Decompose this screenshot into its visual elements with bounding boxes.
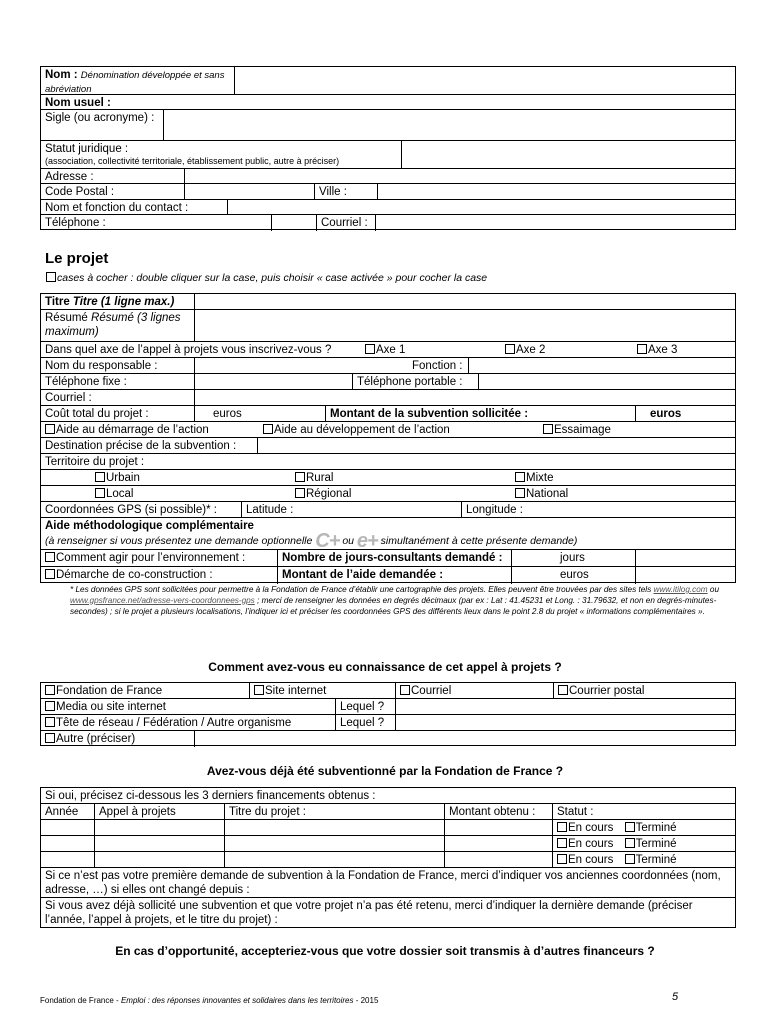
en-cours-option[interactable]: En cours bbox=[557, 854, 613, 866]
tel-fixe-field[interactable] bbox=[194, 374, 352, 389]
row-connaissance-2 bbox=[41, 699, 735, 715]
row-telephones bbox=[41, 374, 735, 390]
essaimage-option[interactable]: Essaimage bbox=[539, 422, 735, 437]
local-checkbox[interactable] bbox=[95, 488, 105, 498]
nom-hint: Dénomination développée et sans abréviation bbox=[45, 70, 225, 94]
row-contact bbox=[41, 200, 735, 215]
axe1-checkbox[interactable] bbox=[365, 344, 375, 354]
gps-footnote: * Les données GPS sont sollicitées pour permettre à la Fondation de France d’établir une cartographie des projets. Elles peuvent être trouvées par des sites tels www.itilog.com ou www.gpsfrance.net/adresse-vers-coordonnees-gps ; merci de renseigner les données en degrés décimaux (par ex : Lat : 41.45231 et Long. : 31.79632, et non en degrés-minutes-secondes) ; si le projet a plusieurs localisations, l’indiquer ici et préciser les coordonnées GPS des différents lieux dans le point 2.8 du projet « informations complémentaires ». bbox=[70, 585, 720, 616]
telephone-field[interactable] bbox=[271, 215, 316, 231]
premiere-demande-text[interactable]: Si ce n’est pas votre première demande de subvention à la Fondation de France, merci d’indiquer vos anciennes coordonnées (nom, adresse, …) si elles ont changé depuis : bbox=[45, 870, 721, 896]
rural-checkbox[interactable] bbox=[295, 472, 305, 482]
termine-checkbox[interactable] bbox=[625, 822, 635, 832]
courriel-field[interactable] bbox=[375, 215, 735, 231]
comment-agir-checkbox[interactable] bbox=[45, 552, 55, 562]
fonction-label: Fonction : bbox=[412, 360, 463, 372]
subventionne-title: Avez-vous déjà été subventionné par la Fondation de France ? bbox=[206, 764, 564, 778]
connaissance-table bbox=[40, 682, 736, 746]
cout-label: Coût total du projet : bbox=[45, 408, 149, 420]
aide-developpement-checkbox[interactable] bbox=[263, 424, 273, 434]
statut-label: Statut juridique : bbox=[45, 143, 129, 155]
nb-jours-field[interactable]: jours bbox=[511, 550, 635, 566]
lequel1-label: Lequel ? bbox=[335, 699, 395, 714]
montant-subvention-label: Montant de la subvention sollicitée : bbox=[325, 406, 635, 421]
media-option[interactable]: Media ou site internet bbox=[41, 699, 335, 714]
row-nom bbox=[41, 67, 735, 95]
destination-field[interactable] bbox=[257, 438, 735, 453]
row-non-retenu bbox=[41, 898, 735, 929]
tel-portable-field[interactable] bbox=[478, 374, 735, 389]
axe3-option[interactable]: Axe 3 bbox=[633, 342, 735, 357]
national-checkbox[interactable] bbox=[515, 488, 525, 498]
cout-euros[interactable]: euros bbox=[194, 406, 325, 421]
footer-text: Fondation de France - Emploi : des réponses innovantes et solidaires dans les territoires - 2015 bbox=[40, 996, 379, 1005]
lequel2-label: Lequel ? bbox=[335, 715, 395, 730]
row-cout bbox=[41, 406, 735, 422]
site-checkbox[interactable] bbox=[254, 685, 264, 695]
aide-metho-label: Aide méthodologique complémentaire bbox=[45, 520, 254, 532]
table-row bbox=[41, 836, 735, 852]
courrier-checkbox[interactable] bbox=[558, 685, 568, 695]
essaimage-checkbox[interactable] bbox=[543, 424, 553, 434]
row-demarche bbox=[41, 567, 735, 584]
tete-reseau-option[interactable]: Tête de réseau / Fédération / Autre organisme bbox=[41, 715, 335, 730]
resume-label: Résumé Résumé (3 lignes maximum) bbox=[45, 312, 181, 338]
checkbox-icon bbox=[46, 272, 56, 282]
statut-field[interactable] bbox=[401, 141, 735, 168]
termine-option[interactable]: Terminé bbox=[625, 854, 677, 866]
contact-field[interactable] bbox=[227, 200, 735, 214]
row-telephone bbox=[41, 215, 735, 231]
urbain-option[interactable]: Urbain bbox=[91, 470, 291, 485]
row-premiere-demande bbox=[41, 868, 735, 898]
responsable-label: Nom du responsable : bbox=[45, 360, 158, 372]
projet-heading: Le projet bbox=[45, 250, 109, 267]
projet-courriel-field[interactable] bbox=[194, 390, 735, 405]
row-territoire bbox=[41, 454, 735, 470]
projet-courriel-label: Courriel : bbox=[45, 392, 92, 404]
row-comment-agir bbox=[41, 550, 735, 567]
autre-checkbox[interactable] bbox=[45, 733, 55, 743]
titre-field[interactable] bbox=[194, 294, 735, 309]
courrier-option[interactable]: Courrier postal bbox=[553, 683, 735, 698]
nom-field[interactable] bbox=[234, 67, 735, 94]
code-postal-field[interactable] bbox=[184, 184, 314, 199]
en-cours-checkbox[interactable] bbox=[557, 838, 567, 848]
autre-field[interactable] bbox=[194, 731, 735, 747]
row-connaissance-1 bbox=[41, 683, 735, 699]
row-resume bbox=[41, 310, 735, 342]
termine-checkbox[interactable] bbox=[625, 838, 635, 848]
row-adresse bbox=[41, 169, 735, 184]
termine-option[interactable]: Terminé bbox=[625, 838, 677, 850]
urbain-checkbox[interactable] bbox=[95, 472, 105, 482]
contact-label: Nom et fonction du contact : bbox=[45, 202, 189, 214]
gpsfrance-link[interactable]: www.gpsfrance.net/adresse-vers-coordonnees-gps bbox=[70, 596, 255, 605]
adresse-field[interactable] bbox=[184, 169, 735, 183]
termine-checkbox[interactable] bbox=[625, 854, 635, 864]
tel-fixe-label: Téléphone fixe : bbox=[45, 376, 127, 388]
aide-developpement-option[interactable]: Aide au développement de l’action bbox=[259, 422, 539, 437]
row-sigle bbox=[41, 110, 735, 141]
montant-aide-field[interactable]: euros bbox=[511, 567, 635, 584]
page-number: 5 bbox=[672, 991, 679, 1003]
titre-header: Titre du projet : bbox=[224, 804, 444, 819]
non-retenu-text[interactable]: Si vous avez déjà sollicité une subvention et que votre projet n’a pas été retenu, merci d’indiquer la dernière demande (préciser l’année, l’appel à projets, et le titre du projet) : bbox=[45, 900, 693, 926]
termine-option[interactable]: Terminé bbox=[625, 822, 677, 834]
courriel-checkbox[interactable] bbox=[400, 685, 410, 695]
sub-intro: Si oui, précisez ci-dessous les 3 derniers financements obtenus : bbox=[45, 790, 376, 802]
national-option[interactable]: National bbox=[511, 486, 735, 501]
comment-agir-option[interactable]: Comment agir pour l’environnement : bbox=[41, 550, 277, 566]
axe2-option[interactable]: Axe 2 bbox=[501, 342, 633, 357]
lequel2-field[interactable] bbox=[395, 715, 735, 730]
row-type-aide bbox=[41, 422, 735, 438]
axe1-option[interactable]: Axe 1 bbox=[361, 342, 501, 357]
row-destination bbox=[41, 438, 735, 454]
annee-header: Année bbox=[45, 806, 79, 818]
en-cours-option[interactable]: En cours bbox=[557, 822, 613, 834]
opportunite-question: En cas d’opportunité, accepteriez-vous que votre dossier soit transmis à d’autres financeurs ? bbox=[115, 944, 655, 958]
row-aide-metho bbox=[41, 518, 735, 550]
aide-demarrage-checkbox[interactable] bbox=[45, 424, 55, 434]
sigle-field[interactable] bbox=[163, 110, 735, 140]
subventionne-table bbox=[40, 787, 736, 928]
row-connaissance-3 bbox=[41, 715, 735, 731]
checkbox-note: cases à cocher : double cliquer sur la case, puis choisir « case activée » pour cocher la case bbox=[46, 272, 487, 284]
row-responsable bbox=[41, 358, 735, 374]
row-sub-header bbox=[41, 804, 735, 820]
row-statut bbox=[41, 141, 735, 169]
site-option[interactable]: Site internet bbox=[249, 683, 395, 698]
en-cours-checkbox[interactable] bbox=[557, 854, 567, 864]
resume-field[interactable] bbox=[194, 310, 735, 341]
ville-field[interactable] bbox=[377, 184, 735, 199]
adresse-label: Adresse : bbox=[45, 171, 94, 183]
fondation-checkbox[interactable] bbox=[45, 685, 55, 695]
aide-metho-note: (à renseigner si vous présentez une demande optionnelle C+ ou e+ simultanément à cette présente demande) bbox=[45, 534, 731, 548]
c-plus-logo: C+ bbox=[315, 530, 340, 549]
table-row bbox=[41, 820, 735, 836]
row-territoire-2 bbox=[41, 486, 735, 502]
itilog-link[interactable]: www.itilog.com bbox=[653, 585, 708, 594]
territoire-label: Territoire du projet : bbox=[45, 456, 145, 468]
row-sub-intro bbox=[41, 788, 735, 804]
mixte-option[interactable]: Mixte bbox=[511, 470, 735, 485]
lequel1-field[interactable] bbox=[395, 699, 735, 714]
row-territoire-1 bbox=[41, 470, 735, 486]
nom-usuel-label: Nom usuel : bbox=[45, 97, 111, 109]
titre-label: Titre Titre (1 ligne max.) bbox=[45, 296, 175, 308]
appel-header: Appel à projets bbox=[94, 804, 224, 819]
row-titre bbox=[41, 294, 735, 310]
fonction-field[interactable] bbox=[468, 358, 735, 373]
destination-label: Destination précise de la subvention : bbox=[45, 440, 237, 452]
gps-label: Coordonnées GPS (si possible)* : bbox=[45, 504, 217, 516]
montant-aide-label: Montant de l’aide demandée : bbox=[277, 567, 511, 584]
en-cours-option[interactable]: En cours bbox=[557, 838, 613, 850]
tete-reseau-checkbox[interactable] bbox=[45, 717, 55, 727]
ville-label: Ville : bbox=[314, 184, 377, 199]
responsable-field[interactable] bbox=[194, 358, 408, 373]
demarche-checkbox[interactable] bbox=[45, 569, 55, 579]
projet-table bbox=[40, 293, 736, 583]
montant-header: Montant obtenu : bbox=[444, 804, 552, 819]
longitude-field[interactable]: Longitude : bbox=[461, 502, 735, 517]
axe-question: Dans quel axe de l’appel à projets vous inscrivez-vous ? bbox=[45, 344, 332, 356]
row-courriel bbox=[41, 390, 735, 406]
autre-option[interactable]: Autre (préciser) bbox=[41, 731, 194, 747]
regional-checkbox[interactable] bbox=[295, 488, 305, 498]
courriel-label: Courriel : bbox=[316, 215, 375, 231]
media-checkbox[interactable] bbox=[45, 701, 55, 711]
row-gps bbox=[41, 502, 735, 518]
e-plus-logo: e+ bbox=[356, 530, 378, 549]
axe2-checkbox[interactable] bbox=[505, 344, 515, 354]
aide-demarrage-option[interactable]: Aide au démarrage de l’action bbox=[41, 422, 259, 437]
row-code-postal bbox=[41, 184, 735, 200]
montant-subvention-euros[interactable]: euros bbox=[635, 406, 735, 421]
latitude-field[interactable]: Latitude : bbox=[241, 502, 461, 517]
en-cours-checkbox[interactable] bbox=[557, 822, 567, 832]
nom-label: Nom : bbox=[45, 69, 78, 81]
nb-jours-label: Nombre de jours-consultants demandé : bbox=[277, 550, 511, 566]
courriel-option[interactable]: Courriel bbox=[395, 683, 553, 698]
mixte-checkbox[interactable] bbox=[515, 472, 525, 482]
row-connaissance-4 bbox=[41, 731, 735, 747]
table-row bbox=[41, 852, 735, 868]
demarche-option[interactable]: Démarche de co-construction : bbox=[41, 567, 277, 584]
code-postal-label: Code Postal : bbox=[45, 186, 115, 198]
sigle-label: Sigle (ou acronyme) : bbox=[45, 112, 155, 124]
statut-hint: (association, collectivité territoriale, établissement public, autre à préciser) bbox=[45, 156, 340, 166]
connaissance-title: Comment avez-vous eu connaissance de cet appel à projets ? bbox=[208, 660, 562, 674]
fondation-option[interactable]: Fondation de France bbox=[41, 683, 249, 698]
row-nom-usuel bbox=[41, 95, 735, 110]
telephone-label: Téléphone : bbox=[45, 217, 106, 229]
regional-option[interactable]: Régional bbox=[291, 486, 511, 501]
row-axe bbox=[41, 342, 735, 358]
statut-header: Statut : bbox=[552, 804, 735, 819]
organisation-table bbox=[40, 66, 736, 230]
local-option[interactable]: Local bbox=[91, 486, 291, 501]
axe3-checkbox[interactable] bbox=[637, 344, 647, 354]
tel-portable-label: Téléphone portable : bbox=[352, 374, 478, 389]
rural-option[interactable]: Rural bbox=[291, 470, 511, 485]
